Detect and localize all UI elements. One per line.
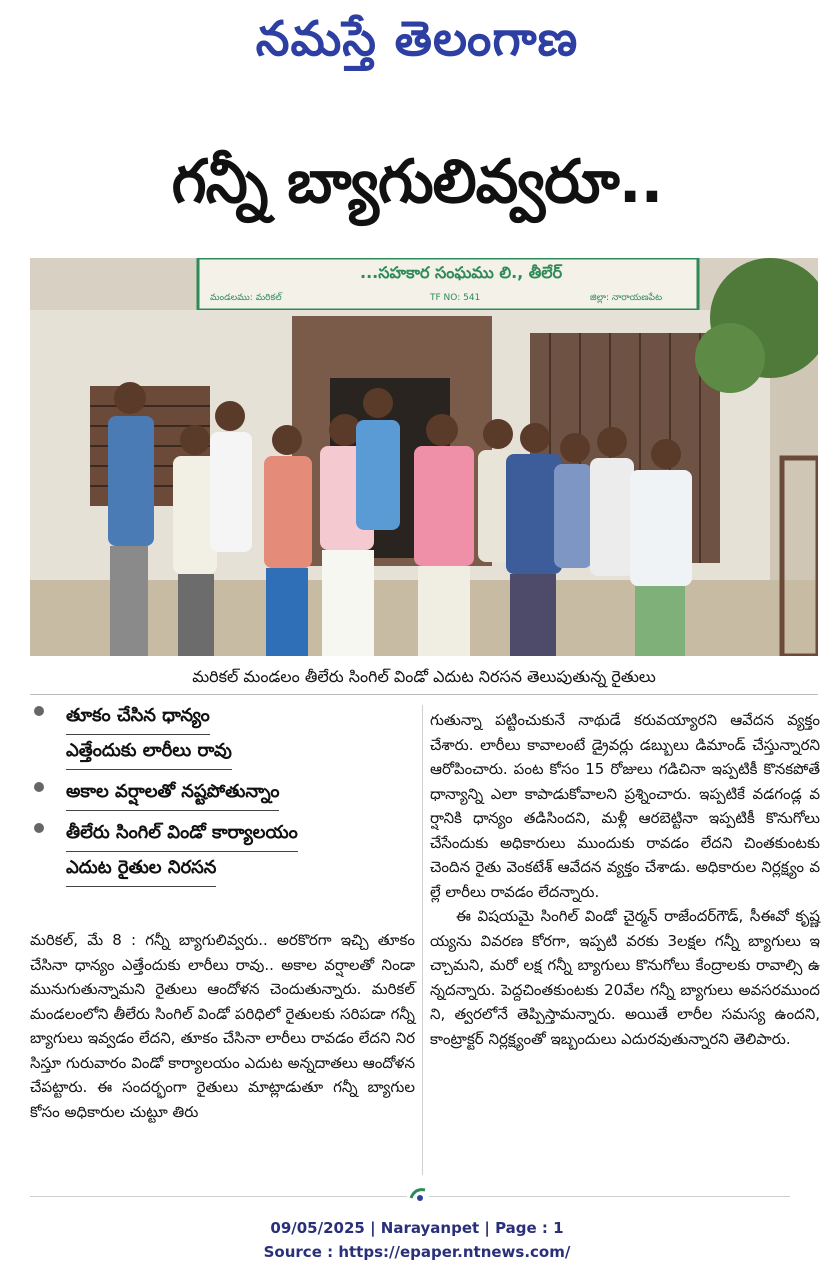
sign-title: ...సహకార సంఘము లి., తీలేర్ [360,263,563,282]
sign-district: జిల్లా: నారాయణపేట [590,293,663,303]
photo-caption: మరికల్ మండలం తీలేరు సింగిల్ విండో ఎదుట నిరసన తెలుపుతున్న రైతులు [30,660,818,695]
bullet-icon [34,706,44,716]
highlights-box [30,700,415,893]
highlight-item [30,776,415,811]
sign-mandal: మండలము: మరికల్ [210,293,282,303]
highlight-line: అకాల వర్షాలతో నష్టపోతున్నాం [66,776,279,811]
highlight-line: తూకం చేసిన ధాన్యం [66,700,210,735]
highlight-item [30,700,415,770]
highlight-line: ఎదుట రైతుల నిరసన [66,852,216,887]
highlight-line: ఎత్తేందుకు లారీలు రావు [66,735,232,770]
article-paragraph: ఈ విషయమై సింగిల్ విండో చైర్మన్ రాజేందర్‌గౌడ్, సీఈవో కృష్ణయ్యను వివరణ కోరగా, ఇప్పటి వరకు 3లక్షల గన్నీ బ్యాగులు ఇచ్చామని, మరో లక్ష గన్నీ బ్యాగులు కొనుగోలు కేంద్రాలకు రావాల్సి ఉన్నదన్నారు. పెద్దచింతకుంటకు 20వేల గన్నీ బ్యాగులు అవసరముందని, త్వరలోనే తెప్పిస్తామన్నారు. అయితే లారీల సమస్య ఉందని, కాంట్రాక్టర్ నిర్లక్ష్యంతో ఇబ్బందులు ఎదురవుతున్నారని తెలిపారు. [430,907,820,1048]
article-body-left [30,928,415,1124]
sign-phone: TF NO: 541 [430,293,481,303]
farmers-protest-photo [30,258,818,656]
column-divider [422,705,423,1175]
newspaper-masthead: నమస్తే తెలంగాణ [255,11,579,67]
article-body-right [430,708,820,1051]
edition-info: 09/05/2025 | Narayanpet | Page : 1 [270,1219,564,1237]
article-paragraph: గుతున్నా పట్టించుకునే నాథుడే కరువయ్యారని ఆవేదన వ్యక్తం చేశారు. లారీలు కావాలంటే డ్రైవర్లు డబ్బులు డిమాండ్ చేస్తున్నారని ఆరోపించారు. పంట కోసం 15 రోజులు గడిచినా ఇప్పటికీ కొనకపోతే ధాన్యాన్ని ఎలా కాపాడుకోవాలని ప్రశ్నించారు. ఇప్పటికే వడగండ్ల వర్షానికి ధాన్యం తడిసిందని, మళ్లీ ఆరబెట్టినా ఇప్పటికీ కొనుగోలు చేసేందుకు అధికారులు ముందుకు రావడం లేదని చింతకుంటకు చెందిన రైతు వెంకటేశ్ ఆవేదన వ్యక్తం చేశాడు. అధికారుల నిర్లక్ష్యం వల్లే లారీలు రావడం లేదన్నారు. [430,711,820,901]
highlight-line: తీలేరు సింగిల్ విండో కార్యాలయం [66,817,298,852]
source-link[interactable]: Source : https://epaper.ntnews.com/ [263,1243,571,1261]
highlight-item [30,817,415,887]
footer-meta [0,1216,834,1264]
bullet-icon [34,823,44,833]
article-photo [30,258,818,656]
publisher-logo-icon [407,1186,429,1204]
bullet-icon [34,782,44,792]
article-paragraph: మరికల్, మే 8 : గన్నీ బ్యాగులివ్వరు.. అరకొరగా ఇచ్చి తూకం చేసినా ధాన్యం ఎత్తేందుకు లారీలు రావు.. అకాల వర్షాలతో నిండా మునుగుతున్నామని రైతులు ఆందోళన చెందుతున్నారు. మరికల్ మండలంలోని తీలేరు సింగిల్ విండో పరిధిలో రైతులకు సరిపడా గన్నీ బ్యాగులు ఇవ్వడం లేదని, తూకం చేసినా లారీలు రావడం లేదని నిరసిస్తూ గురువారం విండో కార్యాలయం ఎదుట అన్నదాతలు ఆందోళన చేపట్టారు. ఈ సందర్భంగా రైతులు మాట్లాడుతూ గన్నీ బ్యాగుల కోసం అధికారుల చుట్టూ తిరు [30,931,415,1121]
article-headline: గన్నీ బ్యాగులివ్వరూ.. [171,147,663,217]
